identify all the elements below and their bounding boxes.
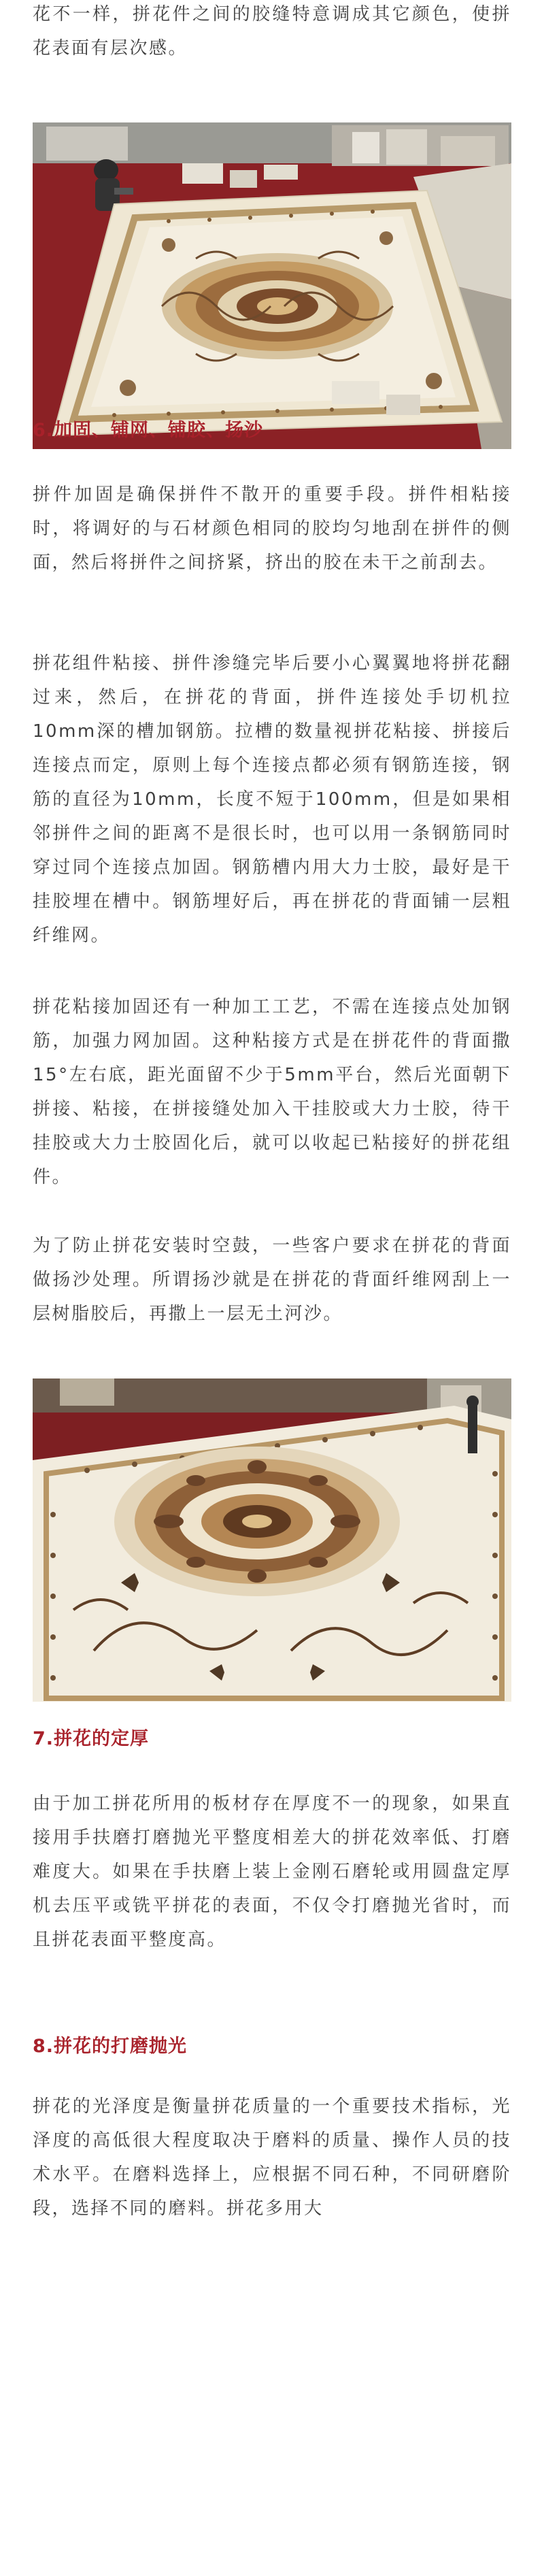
photo-2-illustration bbox=[33, 1378, 511, 1702]
section-8-paragraph-1: 拼花的光泽度是衡量拼花质量的一个重要技术指标，光泽度的高低很大程度取决于磨料的质量、操作人员的技术水平。在磨料选择上，应根据不同石种，不同研磨阶段，选择不同的磨料。拼花多用大 bbox=[33, 2096, 511, 2219]
section-6-paragraph-1-block bbox=[0, 478, 544, 580]
section-6 bbox=[0, 417, 544, 444]
section-6-paragraph-2: 拼花组件粘接、拼件渗缝完毕后要小心翼翼地将拼花翻过来，然后，在拼花的背面，拼件连接处手切机拉10mm深的槽加钢筋。拉槽的数量视拼花粘接、拼接后连接点而定，原则上每个连接点都必须有钢筋连接，钢筋的直径为10mm，长度不短于100mm，但是如果相邻拼件之间的距离不是很长时，也可以用一条钢筋同时穿过同个连接点加固。钢筋槽内用大力士胶，最好是干挂胶埋在槽中。钢筋埋好后，再在拼花的背面铺一层粗纤维网。 bbox=[33, 653, 511, 946]
section-6-paragraph-3: 拼花粘接加固还有一种加工工艺，不需在连接点处加钢筋，加强力网加固。这种粘接方式是在拼花件的背面撒15°左右底，距光面留不少于5mm平台，然后光面朝下拼接、粘接，在拼接缝处加入干挂胶或大力士胶，待干挂胶或大力士胶固化后，就可以收起已粘接好的拼花组件。 bbox=[33, 997, 511, 1187]
section-6-paragraph-2-block bbox=[0, 646, 544, 953]
marble-waterjet-medallion-closeup-photo bbox=[33, 1378, 511, 1702]
section-6-heading: 6.加固、铺网、铺胶、扬沙 bbox=[33, 420, 264, 441]
section-6-paragraph-1: 拼件加固是确保拼件不散开的重要手段。拼件相粘接时，将调好的与石材颜色相同的胶均匀地刮在拼件的侧面，然后将拼件之间挤紧，挤出的胶在未干之前刮去。 bbox=[33, 484, 511, 573]
section-7-heading: 7.拼花的定厚 bbox=[33, 1728, 150, 1749]
section-8-paragraph-1-block bbox=[0, 2090, 544, 2226]
section-8-heading: 8.拼花的打磨抛光 bbox=[33, 2036, 188, 2057]
intro-block bbox=[0, 0, 544, 65]
section-7 bbox=[0, 1725, 544, 1753]
section-6-paragraph-4: 为了防止拼花安装时空鼓，一些客户要求在拼花的背面做扬沙处理。所谓扬沙就是在拼花的背面纤维网刮上一层树脂胶后，再撒上一层无土河沙。 bbox=[33, 1236, 511, 1324]
section-8 bbox=[0, 2033, 544, 2060]
photo-1-illustration bbox=[33, 122, 511, 449]
section-6-paragraph-4-block bbox=[0, 1229, 544, 1331]
intro-paragraph: 花不一样，拼花件之间的胶缝特意调成其它颜色，使拼花表面有层次感。 bbox=[33, 4, 511, 59]
workshop-floor-medallion-photo bbox=[33, 122, 511, 449]
section-6-paragraph-3-block bbox=[0, 990, 544, 1194]
section-7-paragraph-1-block bbox=[0, 1787, 544, 1957]
section-7-paragraph-1: 由于加工拼花所用的板材存在厚度不一的现象，如果直接用手扶磨打磨抛光平整度相差大的拼花效率低、打磨难度大。如果在手扶磨上装上金刚石磨轮或用圆盘定厚机去压平或铣平拼花的表面，不仅令打磨抛光省时，而且拼花表面平整度高。 bbox=[33, 1794, 511, 1950]
